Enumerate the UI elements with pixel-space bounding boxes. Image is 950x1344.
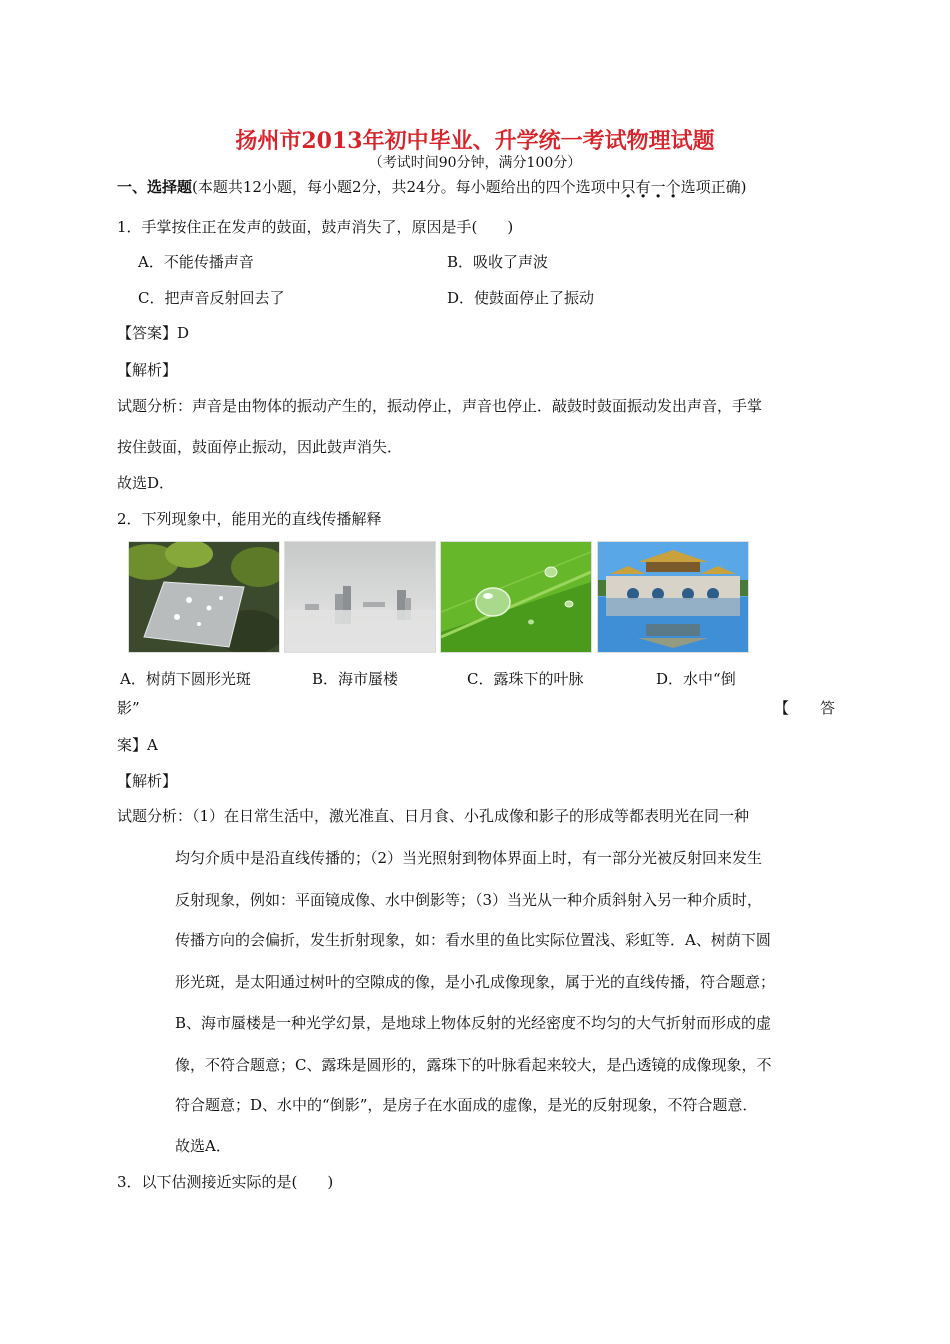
section-title: 一、选择题 bbox=[117, 178, 193, 196]
q2-option-d: D．水中“倒 bbox=[656, 670, 736, 688]
q1-option-a: A．不能传播声音 bbox=[138, 253, 254, 271]
q2-option-b: B．海市蜃楼 bbox=[312, 670, 399, 688]
q2-answer: 案】A bbox=[117, 736, 158, 754]
section-desc-start: (本题共12小题，每小题2分，共24分。每小题给出的四个选项中 bbox=[192, 178, 621, 196]
q2-analysis-line-2: 均匀介质中是沿直线传播的；（2）当光照射到物体界面上时，有一部分光被反射回来发生 bbox=[175, 849, 763, 867]
q1-analysis-label: 【解析】 bbox=[117, 361, 178, 379]
q2-analysis-label: 【解析】 bbox=[117, 772, 178, 790]
exam-info: （考试时间90分钟，满分100分） bbox=[368, 155, 582, 171]
image-tree-shade-light-spots bbox=[128, 541, 280, 653]
page-title: 扬州市2013年初中毕业、升学统一考试物理试题 bbox=[235, 128, 715, 154]
q2-analysis-line-3: 反射现象，例如：平面镜成像、水中倒影等；（3）当光从一种介质斜射入另一种介质时， bbox=[175, 891, 763, 909]
q2-analysis-line-8: 符合题意；D、水中的“倒影”，是房子在水面成的虚像，是光的反射现象，不符合题意． bbox=[175, 1096, 758, 1114]
q1-analysis-line-1: 试题分析：声音是由物体的振动产生的，振动停止，声音也停止．敲鼓时鼓面振动发出声音，手掌 bbox=[117, 397, 763, 415]
q1-analysis-line-2: 按住鼓面，鼓面停止振动，因此鼓声消失． bbox=[117, 438, 403, 456]
emphasis-char: 一 bbox=[650, 178, 666, 196]
emphasis-char: 只 bbox=[620, 178, 636, 196]
section-heading bbox=[117, 177, 747, 197]
emphasis-char: 有 bbox=[635, 178, 651, 196]
image-mirage bbox=[284, 541, 436, 653]
q2-analysis-line-4: 传播方向的会偏折，发生折射现象，如：看水里的鱼比实际位置浅、彩虹等．A、树荫下圆 bbox=[175, 931, 771, 949]
emphasis-char: 个 bbox=[665, 178, 681, 196]
question-3-stem: 3．以下估测接近实际的是( ) bbox=[117, 1173, 334, 1191]
section-desc-end: 选项正确) bbox=[680, 178, 747, 196]
question-2-stem: 2．下列现象中，能用光的直线传播解释 bbox=[117, 510, 382, 528]
q1-answer: 【答案】D bbox=[117, 324, 190, 342]
q1-option-c: C．把声音反射回去了 bbox=[138, 289, 285, 307]
q2-analysis-line-5: 形光斑，是太阳通过树叶的空隙成的像，是小孔成像现象，属于光的直线传播，符合题意； bbox=[175, 973, 776, 991]
q2-analysis-line-6: B、海市蜃楼是一种光学幻景，是地球上物体反射的光经密度不均匀的大气折射而形成的虚 bbox=[175, 1014, 772, 1032]
q2-option-a: A．树荫下圆形光斑 bbox=[120, 670, 251, 688]
q1-option-d: D．使鼓面停止了振动 bbox=[447, 289, 595, 307]
q2-option-d-tail: 影” bbox=[117, 699, 140, 717]
image-dewdrop-leaf bbox=[440, 541, 592, 653]
q1-analysis-line-3: 故选D． bbox=[117, 474, 175, 492]
question-1-stem: 1．手掌按住正在发声的鼓面，鼓声消失了，原因是手( ) bbox=[117, 218, 514, 236]
image-reflection-pavilion bbox=[597, 541, 749, 653]
q2-analysis-line-9: 故选A． bbox=[175, 1137, 231, 1155]
q1-option-b: B．吸收了声波 bbox=[447, 253, 549, 271]
q2-answer-bracket: 【 bbox=[774, 699, 790, 717]
q2-answer-word: 答 bbox=[820, 699, 836, 717]
q2-option-c: C．露珠下的叶脉 bbox=[467, 670, 584, 688]
q2-analysis-line-1: 试题分析：（1）在日常生活中，激光准直、日月食、小孔成像和影子的形成等都表明光在同一种 bbox=[117, 807, 750, 825]
q2-analysis-line-7: 像，不符合题意；C、露珠是圆形的，露珠下的叶脉看起来较大，是凸透镜的成像现象，不 bbox=[175, 1056, 772, 1074]
